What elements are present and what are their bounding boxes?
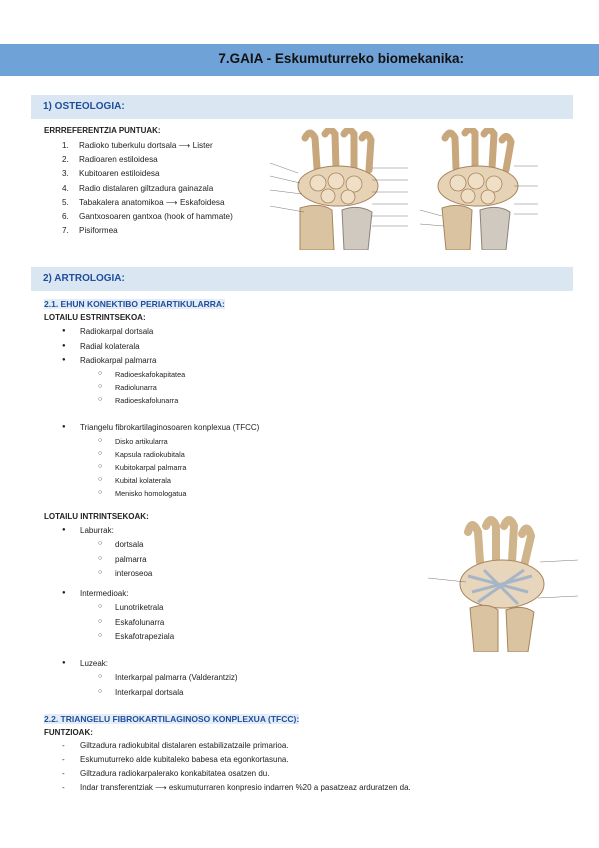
subsection-title: 2.2. TRIANGELU FIBROKARTILAGINOSO KONPLEXUA (TFCC): (44, 714, 300, 724)
list-item: 3. Kubitoaren estiloidesa (62, 169, 160, 179)
list-item: 5. Tabakalera anatomikoa ⟶ Eskafoidesa (62, 197, 225, 207)
wrist-ligaments-illustration (428, 512, 578, 652)
functions-label: FUNTZIOAK: (44, 728, 93, 737)
reference-points-label: ERRREFERENTZIA PUNTUAK: (44, 126, 161, 135)
section-header-artrologia (31, 267, 573, 291)
intrinsic-label: LOTAILU INTRINTSEKOAK: (44, 512, 149, 521)
section-header-osteologia (31, 95, 573, 119)
page-title: 7.GAIA - Eskumuturreko biomekanika: (218, 51, 464, 66)
title-bar (0, 44, 599, 76)
list-item: 1. Radioko tuberkulu dortsala ⟶ Lister (62, 141, 213, 150)
extrinsic-label: LOTAILU ESTRINTSEKOA: (44, 313, 146, 322)
list-item: 2. Radioaren estiloidesa (62, 155, 158, 165)
subsection-title: 2.1. EHUN KONEKTIBO PERIARTIKULARRA: (44, 299, 225, 309)
list-item: 6. Gantxosoaren gantxoa (hook of hammate) (62, 212, 233, 222)
list-item: 7. Pisiformea (62, 226, 118, 236)
section-title: 2) ARTROLOGIA: (43, 273, 125, 284)
list-item: 4. Radio distalaren giltzadura gainazala (62, 183, 214, 193)
reference-points-list (62, 139, 233, 238)
wrist-bones-illustration (270, 128, 570, 250)
section-title: 1) OSTEOLOGIA: (43, 101, 125, 112)
